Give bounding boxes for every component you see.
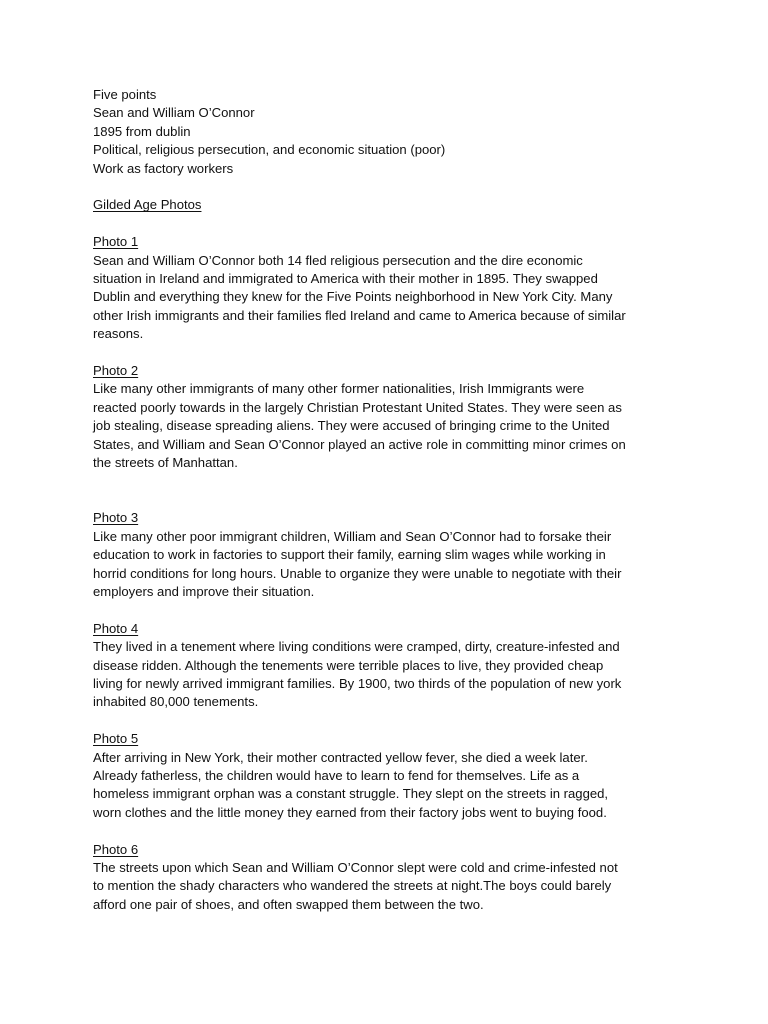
section-heading: Photo 2 (93, 363, 139, 379)
spacer (93, 601, 683, 619)
main-heading-row (93, 196, 683, 214)
paragraph-line: situation in Ireland and immigrated to America with their mother in 1895. They swapped (93, 271, 598, 287)
section-photo-4 (93, 620, 683, 712)
section-heading: Photo 3 (93, 510, 139, 526)
intro-origin: 1895 from dublin (93, 123, 191, 139)
paragraph-line: disease ridden. Although the tenements were terrible places to live, they provided cheap (93, 657, 604, 673)
section-heading: Photo 6 (93, 841, 139, 857)
paragraph-line: to mention the shady characters who wandered the streets at night.The boys could barely (93, 878, 612, 894)
paragraph-line: Already fatherless, the children would have to learn to fend for themselves. Life as a (93, 767, 580, 783)
spacer (93, 215, 683, 233)
section-photo-6 (93, 841, 683, 915)
paragraph-line: job stealing, disease spreading aliens. They were accused of bringing crime to the United (93, 418, 610, 434)
paragraph-line: Sean and William O’Connor both 14 fled religious persecution and the dire economic (93, 252, 583, 268)
spacer (93, 472, 683, 509)
paragraph-line: worn clothes and the little money they earned from their factory jobs went to buying food. (93, 804, 607, 820)
document-body (93, 86, 683, 914)
paragraph-line: States, and William and Sean O’Connor played an active role in committing minor crimes on (93, 436, 626, 452)
paragraph-line: inhabited 80,000 tenements. (93, 694, 259, 710)
intro-topic: Five points (93, 87, 157, 102)
spacer (93, 712, 683, 730)
section-photo-3 (93, 509, 683, 601)
intro-names: Sean and William O’Connor (93, 105, 255, 121)
paragraph-line: afford one pair of shoes, and often swapped them between the two. (93, 896, 484, 912)
intro-reasons: Political, religious persecution, and economic situation (poor) (93, 142, 446, 158)
paragraph-line: living for newly arrived immigrant families. By 1900, two thirds of the population of new york (93, 675, 622, 691)
spacer (93, 822, 683, 840)
paragraph-line: The streets upon which Sean and William O’Connor slept were cold and crime-infested not (93, 859, 618, 875)
paragraph-line: homeless immigrant orphan was a constant struggle. They slept on the streets in ragged, (93, 786, 609, 802)
paragraph-line: Like many other poor immigrant children, William and Sean O’Connor had to forsake their (93, 528, 612, 544)
paragraph-line: They lived in a tenement where living conditions were cramped, dirty, creature-infested and (93, 639, 620, 655)
section-heading: Photo 4 (93, 620, 139, 636)
paragraph-line: reasons. (93, 326, 144, 342)
intro-work: Work as factory workers (93, 160, 234, 176)
section-heading: Photo 1 (93, 234, 139, 250)
spacer (93, 344, 683, 362)
paragraph-line: Like many other immigrants of many other former nationalities, Irish Immigrants were (93, 381, 585, 397)
paragraph-line: other Irish immigrants and their families fled Ireland and came to America because of similar (93, 307, 626, 323)
section-heading: Photo 5 (93, 731, 139, 747)
paragraph-line: Dublin and everything they knew for the Five Points neighborhood in New York City. Many (93, 289, 613, 305)
section-photo-5 (93, 730, 683, 822)
spacer (93, 178, 683, 196)
paragraph-line: education to work in factories to support their family, earning slim wages while working in (93, 547, 606, 563)
main-heading: Gilded Age Photos (93, 197, 202, 213)
paragraph-line: the streets of Manhattan. (93, 455, 238, 471)
section-photo-2 (93, 362, 683, 472)
paragraph-line: employers and improve their situation. (93, 583, 315, 599)
intro-block (93, 86, 683, 178)
paragraph-line: horrid conditions for long hours. Unable to organize they were unable to negotiate with their (93, 565, 622, 581)
section-photo-1 (93, 233, 683, 343)
paragraph-line: After arriving in New York, their mother contracted yellow fever, she died a week later. (93, 749, 588, 765)
paragraph-line: reacted poorly towards in the largely Christian Protestant United States. They were seen as (93, 399, 622, 415)
